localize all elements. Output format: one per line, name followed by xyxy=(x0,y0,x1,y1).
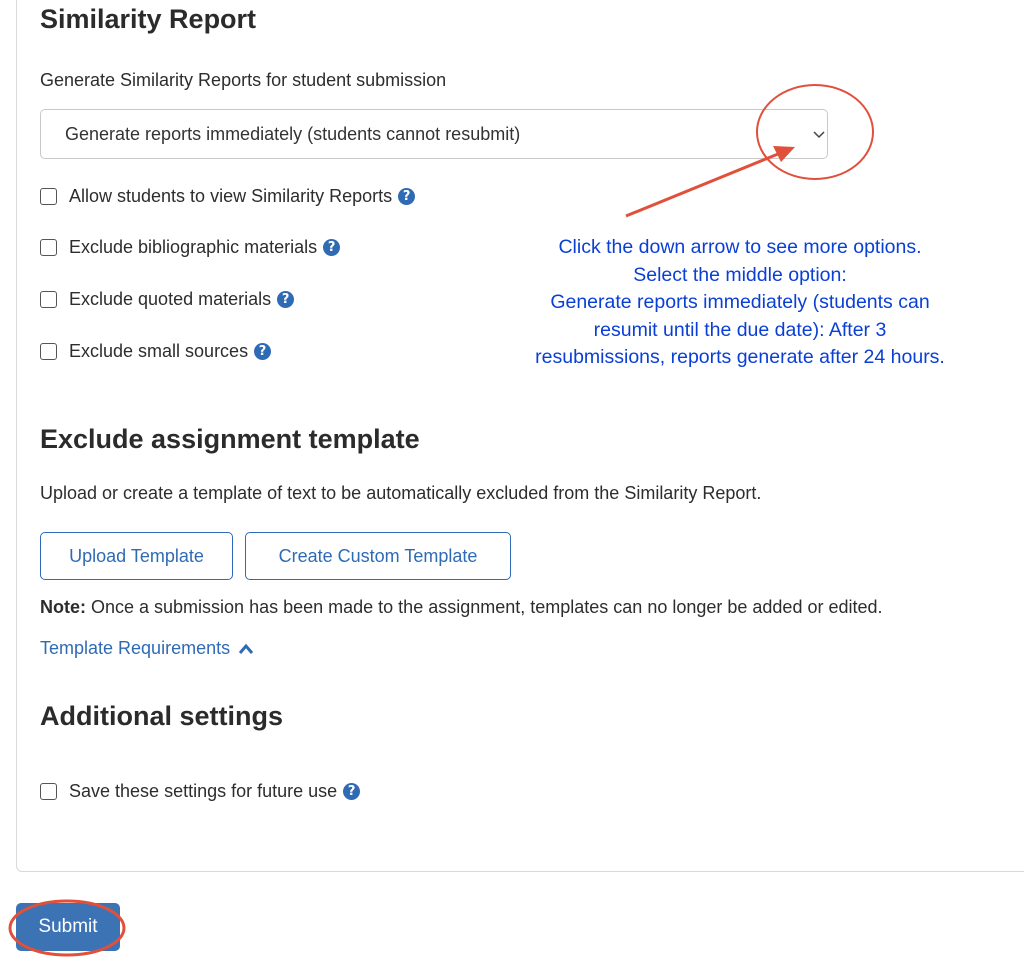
upload-template-button[interactable]: Upload Template xyxy=(40,532,233,580)
exclude-bibliographic-row xyxy=(40,235,340,259)
note-label: Note: xyxy=(40,597,86,617)
question-circle-icon[interactable]: ? xyxy=(343,783,360,800)
template-requirements-link[interactable] xyxy=(40,638,256,659)
note-text: Once a submission has been made to the assignment, templates can no longer be added or edited. xyxy=(86,597,883,617)
question-circle-icon[interactable]: ? xyxy=(277,291,294,308)
annotation-line: Generate reports immediately (students can xyxy=(550,291,930,313)
generate-reports-label: Generate Similarity Reports for student submission xyxy=(40,70,447,90)
allow-view-reports-checkbox[interactable] xyxy=(40,188,57,205)
allow-view-reports-label: Allow students to view Similarity Reports xyxy=(69,185,393,206)
exclude-bibliographic-checkbox[interactable] xyxy=(40,239,57,256)
question-circle-icon[interactable]: ? xyxy=(398,188,415,205)
template-requirements-label: Template Requirements xyxy=(40,638,231,658)
generate-reports-select[interactable] xyxy=(40,109,828,159)
annotation-line: resubmissions, reports generate after 24 hours. xyxy=(535,346,945,368)
submit-button[interactable]: Submit xyxy=(16,903,120,951)
question-circle-icon[interactable]: ? xyxy=(254,343,271,360)
exclude-small-sources-row xyxy=(40,339,271,363)
additional-settings-heading: Additional settings xyxy=(40,701,283,731)
exclude-small-sources-checkbox[interactable] xyxy=(40,343,57,360)
create-custom-template-button[interactable]: Create Custom Template xyxy=(245,532,511,580)
exclude-quoted-row xyxy=(40,287,294,311)
annotation-line: resumit until the due date): After 3 xyxy=(593,318,887,341)
chevron-up-icon xyxy=(236,641,256,657)
chevron-down-icon[interactable] xyxy=(807,122,831,146)
exclude-template-heading: Exclude assignment template xyxy=(40,424,420,454)
save-settings-label: Save these settings for future use xyxy=(69,780,338,801)
template-description: Upload or create a template of text to be automatically excluded from the Similarity Report. xyxy=(40,483,762,503)
save-settings-row xyxy=(40,779,360,803)
generate-reports-select-value: Generate reports immediately (students cannot resubmit) xyxy=(65,124,521,144)
allow-view-reports-row xyxy=(40,184,415,208)
instruction-annotation xyxy=(470,234,1010,372)
exclude-quoted-checkbox[interactable] xyxy=(40,291,57,308)
annotation-line: Select the middle option: xyxy=(633,263,847,286)
exclude-quoted-label: Exclude quoted materials xyxy=(69,288,272,309)
question-circle-icon[interactable]: ? xyxy=(323,239,340,256)
exclude-bibliographic-label: Exclude bibliographic materials xyxy=(69,236,318,257)
similarity-report-heading: Similarity Report xyxy=(40,4,257,34)
exclude-small-sources-label: Exclude small sources xyxy=(69,340,249,361)
template-note xyxy=(40,597,883,618)
annotation-line: Click the down arrow to see more options. xyxy=(558,236,922,258)
save-settings-checkbox[interactable] xyxy=(40,783,57,800)
